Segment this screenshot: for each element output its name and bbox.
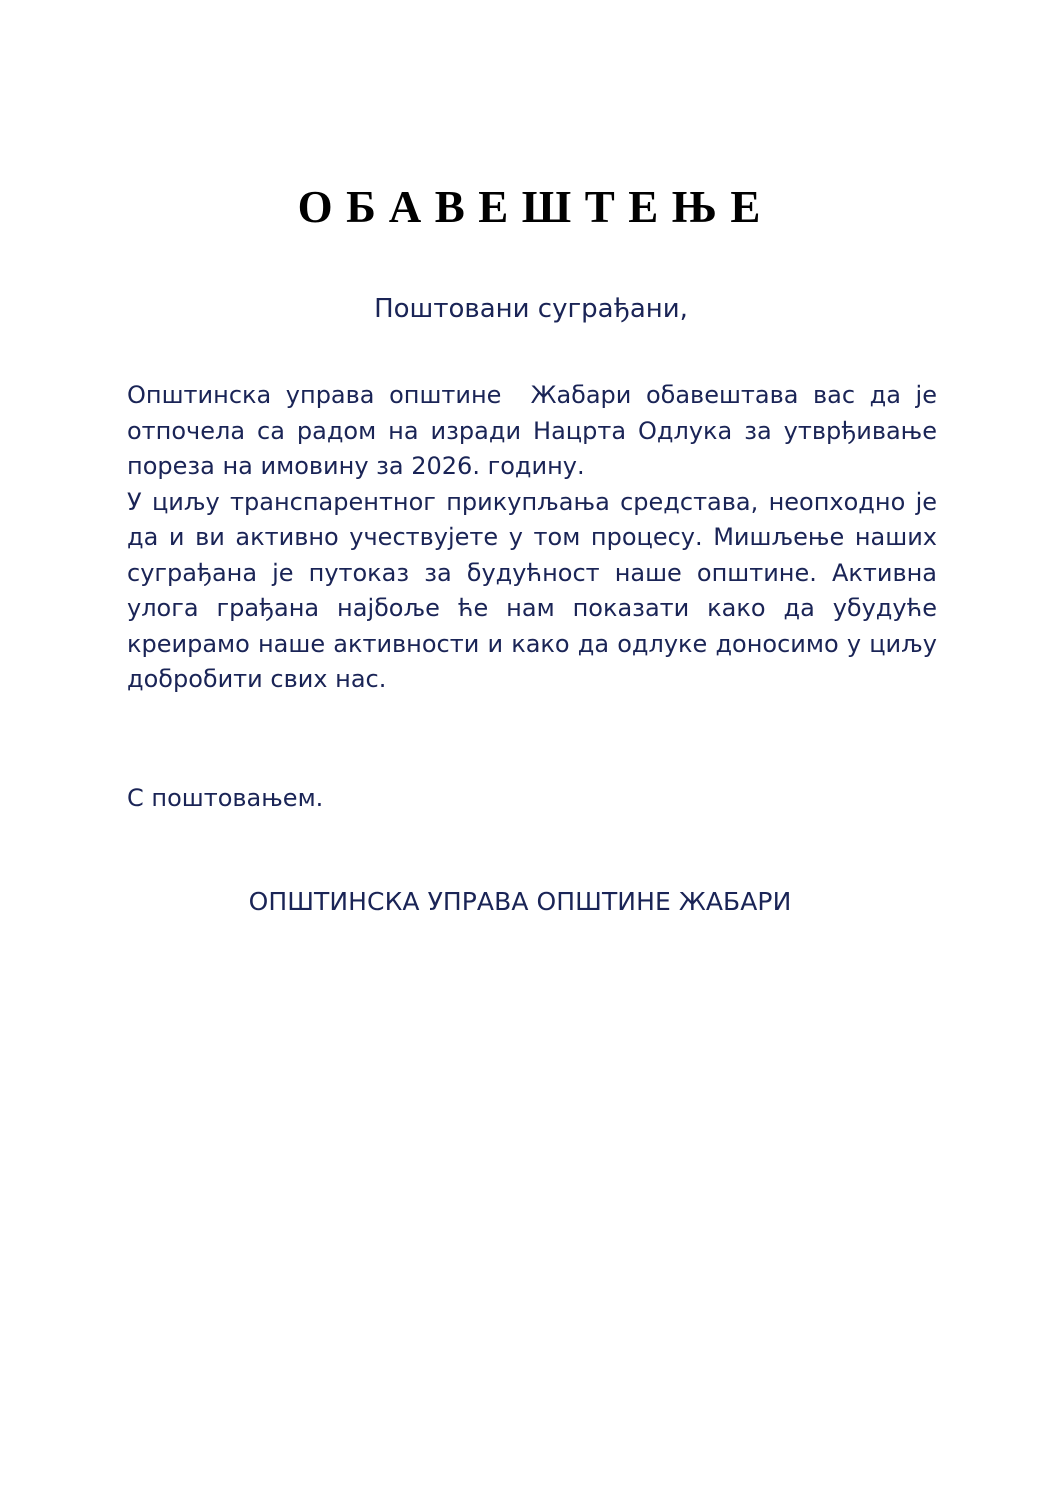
salutation: Поштовани суграђани, (374, 294, 688, 324)
paragraph-2: У циљу транспарентног прикупљања средстава, неопходно је да и ви активно учествујете у том процесу. Мишљење наших суграђана је путоказ за будућност наше општине. Активна улога грађана најбоље ће нам показати како да убудуће креирамо наше активности и како да одлуке доносимо у циљу добробити свих нас. (127, 487, 945, 693)
signature-line: ОПШТИНСКА УПРАВА ОПШТИНЕ ЖАБАРИ (248, 887, 792, 916)
page-title: ОБАВЕШТЕЊЕ (297, 182, 774, 233)
paragraph-1: Општинска управа општине Жабари обавештава вас да је отпочела са радом на изради Нацрта Одлука за утврђивање пореза на имовину за 2026. годину. (127, 381, 945, 480)
closing-line: С поштовањем. (127, 784, 324, 812)
document-body (127, 378, 945, 698)
